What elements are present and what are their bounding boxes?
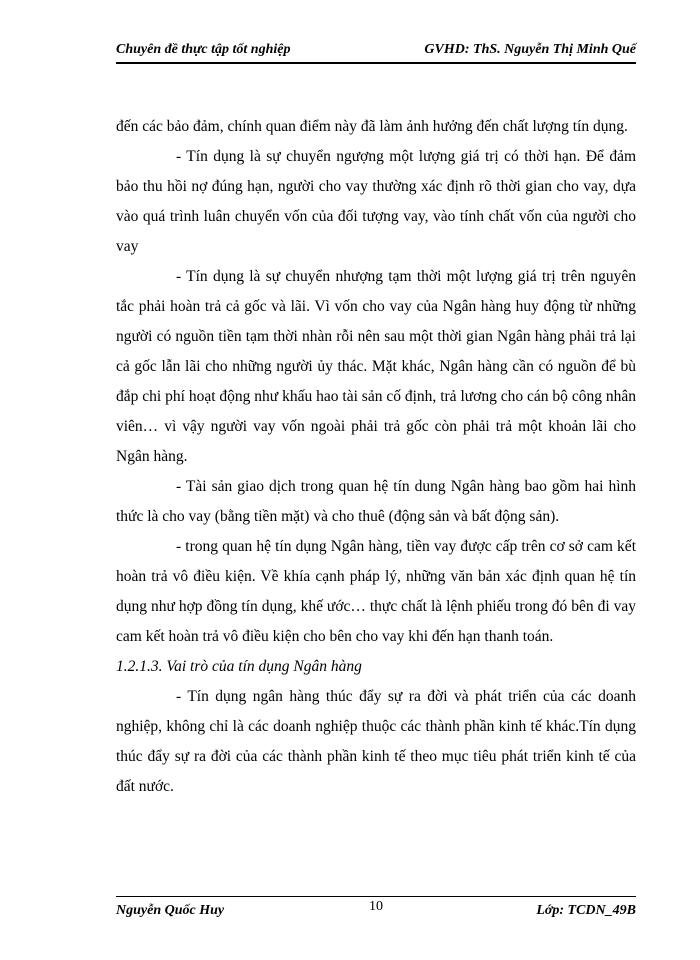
paragraph-4: - Tài sản giao dịch trong quan hệ tín dung Ngân hàng bao gồm hai hình thức là cho vay (bằng tiền mặt) và cho thuê (động sản và bất động sản). [116,478,636,525]
paragraph-3: - Tín dụng là sự chuyển nhượng tạm thời một lượng giá trị trên nguyên tắc phải hoàn trả cả gốc và lãi. Vì vốn cho vay của Ngân hàng huy động từ những người có nguồn tiền tạm thời nhàn rỗi nên sau một thời gian Ngân hàng phải trả lại cả gốc lẫn lãi cho những người ủy thác. Mặt khác, Ngân hàng cần có nguồn để bù đắp chi phí hoạt động như khấu hao tài sản cố định, trả lương cho cán bộ công nhân viên… vì vậy người vay vốn ngoài phải trả gốc còn phải trả một khoản lãi cho Ngân hàng. [116,268,636,465]
section-heading: 1.2.1.3. Vai trò của tín dụng Ngân hàng [116,658,362,675]
page-header [116,40,636,64]
footer-class: Lớp: TCDN_49B [536,903,636,918]
paragraph-6: - Tín dụng ngân hàng thúc đẩy sự ra đời và phát triển của các doanh nghiệp, không chỉ là các doanh nghiệp thuộc các thành phần kinh tế khác.Tín dụng thúc đẩy sự ra đời của các thành phần kinh tế theo mục tiêu phát triển kinh tế của đất nước. [116,688,636,795]
header-supervisor: GVHD: ThS. Nguyễn Thị Minh Quế [424,42,636,57]
paragraph-5: - trong quan hệ tín dụng Ngân hàng, tiền vay được cấp trên cơ sở cam kết hoàn trả vô điều kiện. Về khía cạnh pháp lý, những văn bản xác định quan hệ tín dụng như hợp đồng tín dụng, khế ước… thực chất là lệnh phiếu trong đó bên đi vay cam kết hoàn trả vô điều kiện cho bên cho vay khi đến hạn thanh toán. [116,538,636,645]
page-body [116,112,636,802]
paragraph-1: đến các bảo đảm, chính quan điểm này đã làm ảnh hưởng đến chất lượng tín dụng. [116,118,628,135]
paragraph-2: - Tín dụng là sự chuyển ngượng một lượng giá trị có thời hạn. Để đảm bảo thu hồi nợ đúng hạn, người cho vay thường xác định rõ thời gian cho vay, dựa vào quá trình luân chuyển vốn của đối tượng vay, vào tính chất vốn của người cho vay [116,148,636,255]
page-number: 10 [369,899,383,914]
header-title: Chuyên đề thực tập tốt nghiệp [116,42,291,57]
footer-author: Nguyễn Quốc Huy [116,903,225,918]
page-footer [116,896,636,927]
